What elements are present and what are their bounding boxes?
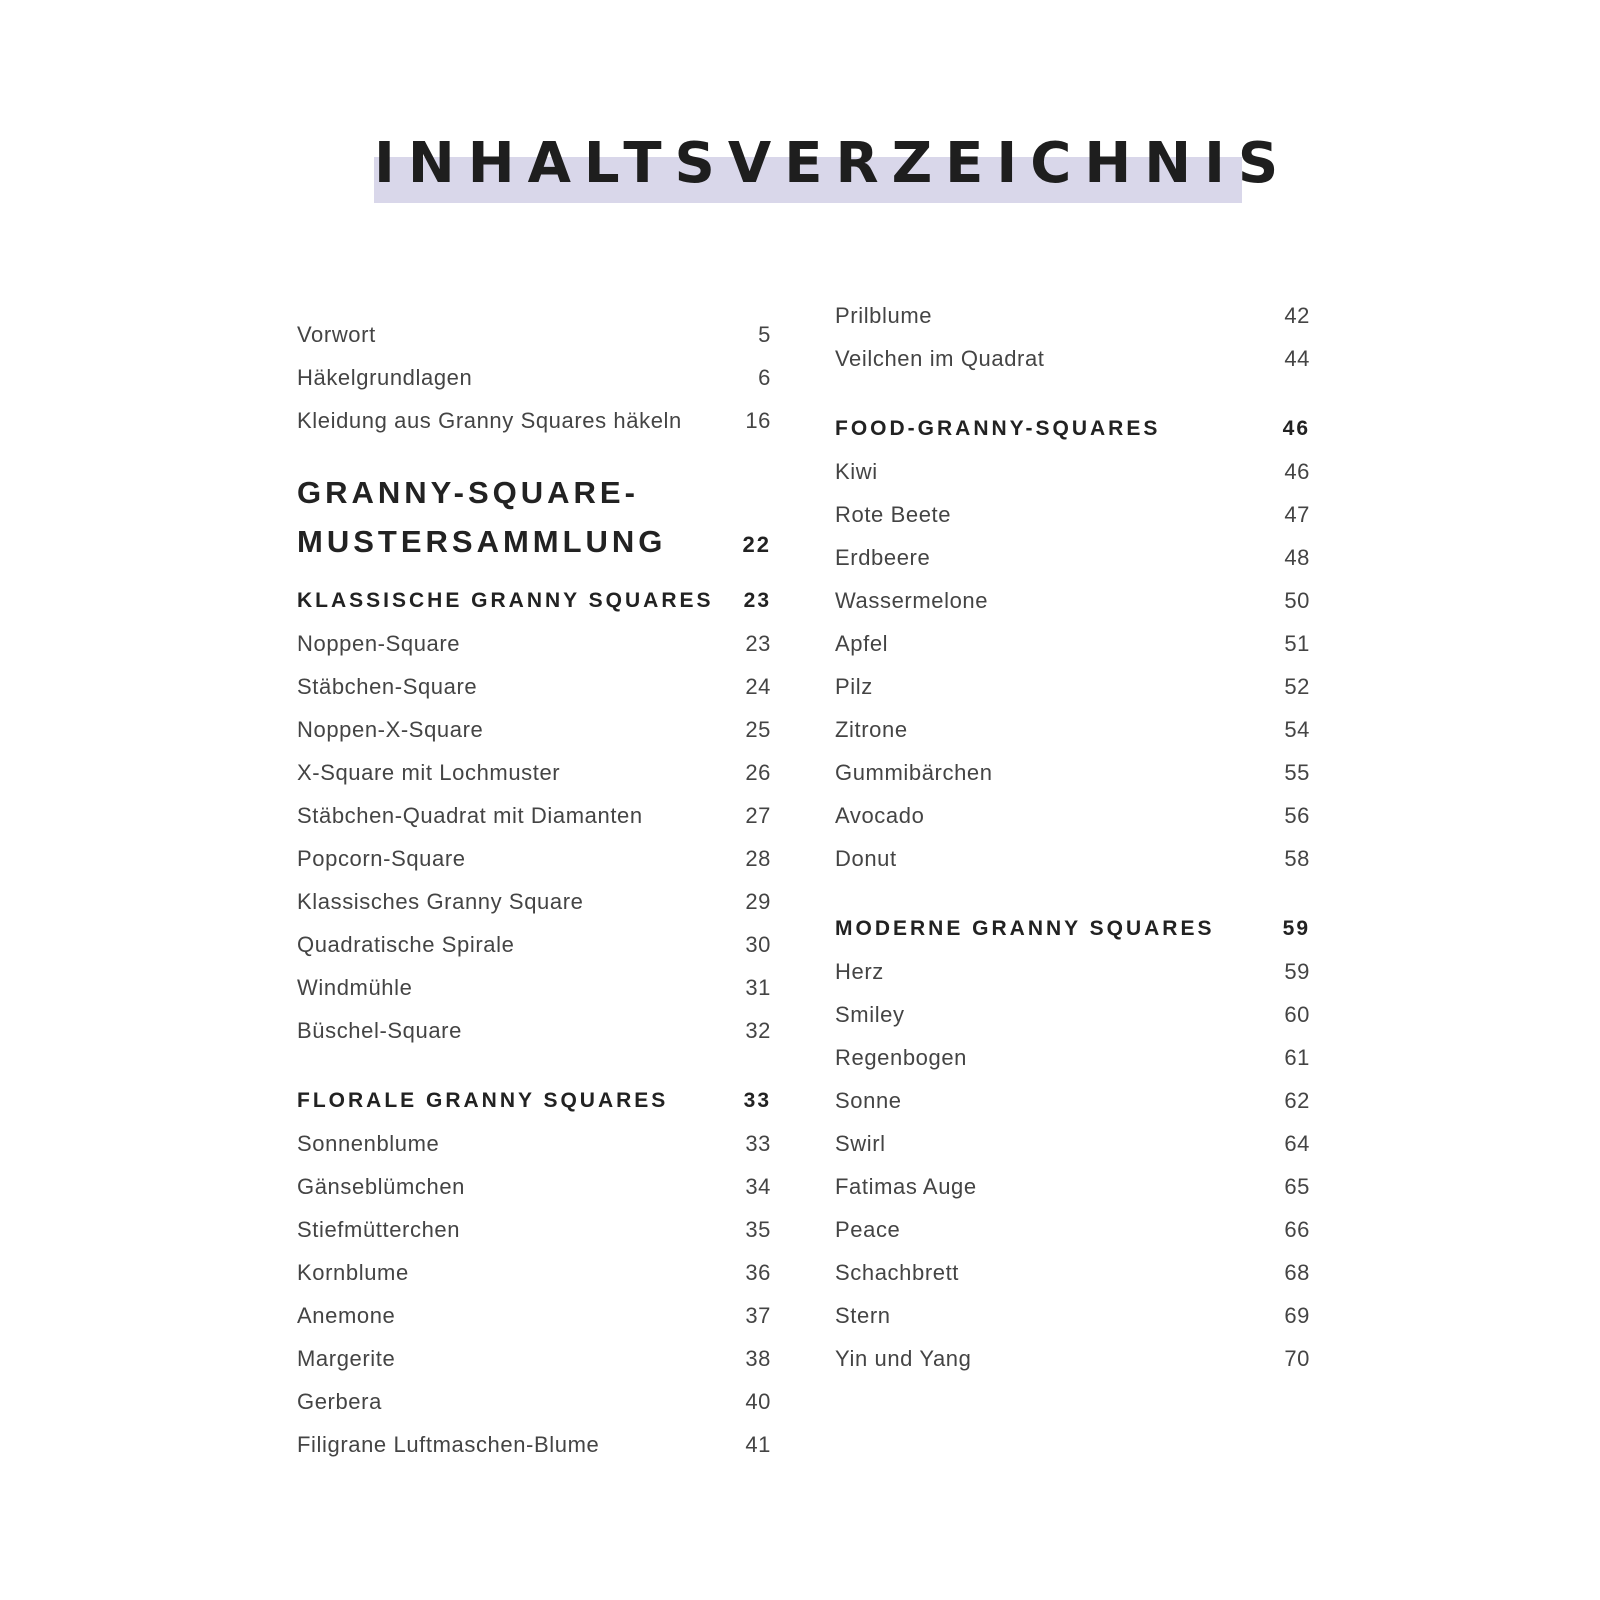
- toc-entry[interactable]: [835, 1208, 1310, 1251]
- section-heading-page: 46: [1282, 417, 1310, 440]
- toc-entry-label: Zitrone: [835, 717, 908, 742]
- main-section-page: 22: [742, 532, 771, 557]
- toc-entry-label: Sonne: [835, 1088, 902, 1113]
- section-heading-label: KLASSISCHE GRANNY SQUARES: [297, 589, 714, 612]
- toc-entry[interactable]: [835, 1122, 1310, 1165]
- toc-entry-label: Klassisches Granny Square: [297, 889, 584, 914]
- toc-entry[interactable]: [835, 837, 1310, 880]
- toc-entry-label: Avocado: [835, 803, 925, 828]
- toc-entry[interactable]: [297, 399, 771, 442]
- toc-entry-page: 36: [745, 1260, 771, 1285]
- toc-entry-label: Noppen-X-Square: [297, 717, 484, 742]
- toc-entry[interactable]: [297, 751, 771, 794]
- toc-entry-page: 66: [1284, 1217, 1310, 1242]
- toc-entry-page: 52: [1284, 674, 1310, 699]
- toc-entry-label: Sonnenblume: [297, 1131, 440, 1156]
- toc-entry[interactable]: [835, 1294, 1310, 1337]
- toc-entry-page: 50: [1284, 588, 1310, 613]
- toc-entry-page: 51: [1284, 631, 1310, 656]
- section-heading-label: FOOD-GRANNY-SQUARES: [835, 417, 1161, 440]
- toc-entry-page: 32: [745, 1018, 771, 1043]
- toc-entry-label: Donut: [835, 846, 897, 871]
- toc-entry-label: Swirl: [835, 1131, 886, 1156]
- toc-entry[interactable]: [835, 708, 1310, 751]
- toc-entry-page: 56: [1284, 803, 1310, 828]
- toc-entry-label: Filigrane Luftmaschen-Blume: [297, 1432, 600, 1457]
- toc-entry-page: 27: [745, 803, 771, 828]
- spacer: [297, 442, 771, 469]
- toc-entry[interactable]: [297, 1423, 771, 1466]
- toc-entry-label: Peace: [835, 1217, 901, 1242]
- toc-entry[interactable]: [297, 313, 771, 356]
- toc-entry-page: 24: [745, 674, 771, 699]
- toc-entry-page: 34: [745, 1174, 771, 1199]
- toc-entry[interactable]: [835, 1079, 1310, 1122]
- toc-entry[interactable]: [297, 837, 771, 880]
- toc-entry[interactable]: [835, 751, 1310, 794]
- toc-entry-page: 35: [745, 1217, 771, 1242]
- toc-entry[interactable]: [297, 794, 771, 837]
- toc-entry-page: 38: [745, 1346, 771, 1371]
- section-heading-floral[interactable]: [297, 1079, 771, 1122]
- toc-entry-page: 55: [1284, 760, 1310, 785]
- toc-entry-page: 37: [745, 1303, 771, 1328]
- toc-entry-label: Veilchen im Quadrat: [835, 346, 1045, 371]
- toc-entry-page: 59: [1284, 959, 1310, 984]
- toc-entry[interactable]: [835, 579, 1310, 622]
- toc-entry[interactable]: [297, 1165, 771, 1208]
- toc-entry[interactable]: [835, 665, 1310, 708]
- toc-entry[interactable]: [297, 1251, 771, 1294]
- toc-entry-page: 23: [745, 631, 771, 656]
- toc-entry[interactable]: [297, 1337, 771, 1380]
- main-section-title-line2: MUSTERSAMMLUNG: [297, 524, 667, 559]
- toc-entry[interactable]: [297, 622, 771, 665]
- toc-entry[interactable]: [297, 966, 771, 1009]
- toc-entry[interactable]: [835, 536, 1310, 579]
- toc-entry-label: Erdbeere: [835, 545, 931, 570]
- toc-entry[interactable]: [297, 665, 771, 708]
- toc-entry-label: Vorwort: [297, 322, 376, 347]
- section-heading-page: 33: [743, 1089, 771, 1112]
- toc-entry-label: Prilblume: [835, 303, 933, 328]
- toc-entry-label: Kleidung aus Granny Squares häkeln: [297, 408, 682, 433]
- toc-entry[interactable]: [835, 1251, 1310, 1294]
- toc-entry-page: 29: [745, 889, 771, 914]
- spacer: [835, 880, 1310, 907]
- toc-entry-page: 60: [1284, 1002, 1310, 1027]
- toc-entry-page: 41: [745, 1432, 771, 1457]
- toc-entry-page: 68: [1284, 1260, 1310, 1285]
- toc-entry[interactable]: [297, 1380, 771, 1423]
- toc-entry[interactable]: [835, 950, 1310, 993]
- toc-entry-page: 48: [1284, 545, 1310, 570]
- toc-entry-label: Gänseblümchen: [297, 1174, 466, 1199]
- toc-entry[interactable]: [297, 1208, 771, 1251]
- toc-left-column: [297, 313, 771, 1466]
- toc-entry-label: Häkelgrundlagen: [297, 365, 473, 390]
- toc-entry-page: 16: [745, 408, 771, 433]
- main-section-title-line1: GRANNY-SQUARE-: [297, 475, 639, 510]
- toc-entry[interactable]: [835, 1165, 1310, 1208]
- toc-entry-page: 31: [745, 975, 771, 1000]
- spacer: [297, 1052, 771, 1079]
- toc-entry[interactable]: [297, 356, 771, 399]
- toc-entry-label: Stäbchen-Quadrat mit Diamanten: [297, 803, 643, 828]
- toc-entry-page: 62: [1284, 1088, 1310, 1113]
- toc-entry-label: Fatimas Auge: [835, 1174, 977, 1199]
- toc-entry[interactable]: [835, 294, 1310, 337]
- toc-entry-page: 54: [1284, 717, 1310, 742]
- toc-entry-label: Yin und Yang: [835, 1346, 972, 1371]
- toc-entry[interactable]: [835, 1337, 1310, 1380]
- page-title: INHALTSVERZEICHNIS: [374, 131, 1292, 196]
- toc-entry-page: 30: [745, 932, 771, 957]
- toc-entry-label: Popcorn-Square: [297, 846, 466, 871]
- toc-entry-label: Büschel-Square: [297, 1018, 462, 1043]
- toc-entry-label: Gerbera: [297, 1389, 382, 1414]
- toc-entry[interactable]: [297, 880, 771, 923]
- toc-entry-label: Kiwi: [835, 459, 878, 484]
- toc-entry[interactable]: [835, 993, 1310, 1036]
- toc-entry[interactable]: [297, 923, 771, 966]
- toc-right-column: [835, 294, 1310, 1380]
- toc-entry-label: Pilz: [835, 674, 873, 699]
- toc-entry-page: 44: [1284, 346, 1310, 371]
- toc-entry-label: Smiley: [835, 1002, 905, 1027]
- toc-entry[interactable]: [297, 1294, 771, 1337]
- toc-entry-page: 64: [1284, 1131, 1310, 1156]
- toc-entry-page: 25: [745, 717, 771, 742]
- toc-entry[interactable]: [835, 794, 1310, 837]
- toc-entry-page: 46: [1284, 459, 1310, 484]
- toc-entry-label: Gummibärchen: [835, 760, 993, 785]
- toc-entry[interactable]: [835, 493, 1310, 536]
- section-heading-modern[interactable]: [835, 907, 1310, 950]
- toc-entry-label: Noppen-Square: [297, 631, 461, 656]
- section-heading-page: 59: [1282, 917, 1310, 940]
- section-heading-page: 23: [743, 589, 771, 612]
- toc-entry-label: Windmühle: [297, 975, 413, 1000]
- spacer: [835, 380, 1310, 407]
- section-heading-label: FLORALE GRANNY SQUARES: [297, 1089, 669, 1112]
- toc-entry-page: 26: [745, 760, 771, 785]
- toc-entry-page: 47: [1284, 502, 1310, 527]
- toc-entry-label: Wassermelone: [835, 588, 989, 613]
- toc-entry[interactable]: [835, 337, 1310, 380]
- toc-entry[interactable]: [297, 1009, 771, 1052]
- toc-entry-page: 65: [1284, 1174, 1310, 1199]
- toc-entry-label: Apfel: [835, 631, 889, 656]
- section-heading-food[interactable]: [835, 407, 1310, 450]
- toc-entry-page: 28: [745, 846, 771, 871]
- toc-entry[interactable]: [835, 450, 1310, 493]
- toc-entry-label: X-Square mit Lochmuster: [297, 760, 561, 785]
- toc-entry-label: Anemone: [297, 1303, 396, 1328]
- section-heading-klassisch[interactable]: [297, 579, 771, 622]
- toc-entry-page: 33: [745, 1131, 771, 1156]
- toc-entry-label: Schachbrett: [835, 1260, 960, 1285]
- toc-entry-label: Stern: [835, 1303, 891, 1328]
- toc-entry[interactable]: [835, 622, 1310, 665]
- page-title-block: [374, 122, 1292, 206]
- toc-entry-label: Quadratische Spirale: [297, 932, 515, 957]
- main-section-heading[interactable]: [297, 469, 771, 571]
- toc-entry-label: Kornblume: [297, 1260, 409, 1285]
- toc-entry-label: Herz: [835, 959, 884, 984]
- toc-entry-label: Stäbchen-Square: [297, 674, 478, 699]
- toc-entry-label: Regenbogen: [835, 1045, 968, 1070]
- section-heading-label: MODERNE GRANNY SQUARES: [835, 917, 1215, 940]
- toc-entry-page: 40: [745, 1389, 771, 1414]
- toc-entry-page: 58: [1284, 846, 1310, 871]
- toc-entry[interactable]: [297, 708, 771, 751]
- toc-entry-page: 5: [758, 322, 771, 347]
- toc-entry-label: Rote Beete: [835, 502, 952, 527]
- toc-entry-page: 69: [1284, 1303, 1310, 1328]
- toc-entry-page: 61: [1284, 1045, 1310, 1070]
- toc-entry-label: Stiefmütterchen: [297, 1217, 461, 1242]
- toc-entry-page: 70: [1284, 1346, 1310, 1371]
- toc-entry[interactable]: [297, 1122, 771, 1165]
- toc-entry-page: 6: [758, 365, 771, 390]
- toc-entry-label: Margerite: [297, 1346, 396, 1371]
- toc-entry[interactable]: [835, 1036, 1310, 1079]
- toc-entry-page: 42: [1284, 303, 1310, 328]
